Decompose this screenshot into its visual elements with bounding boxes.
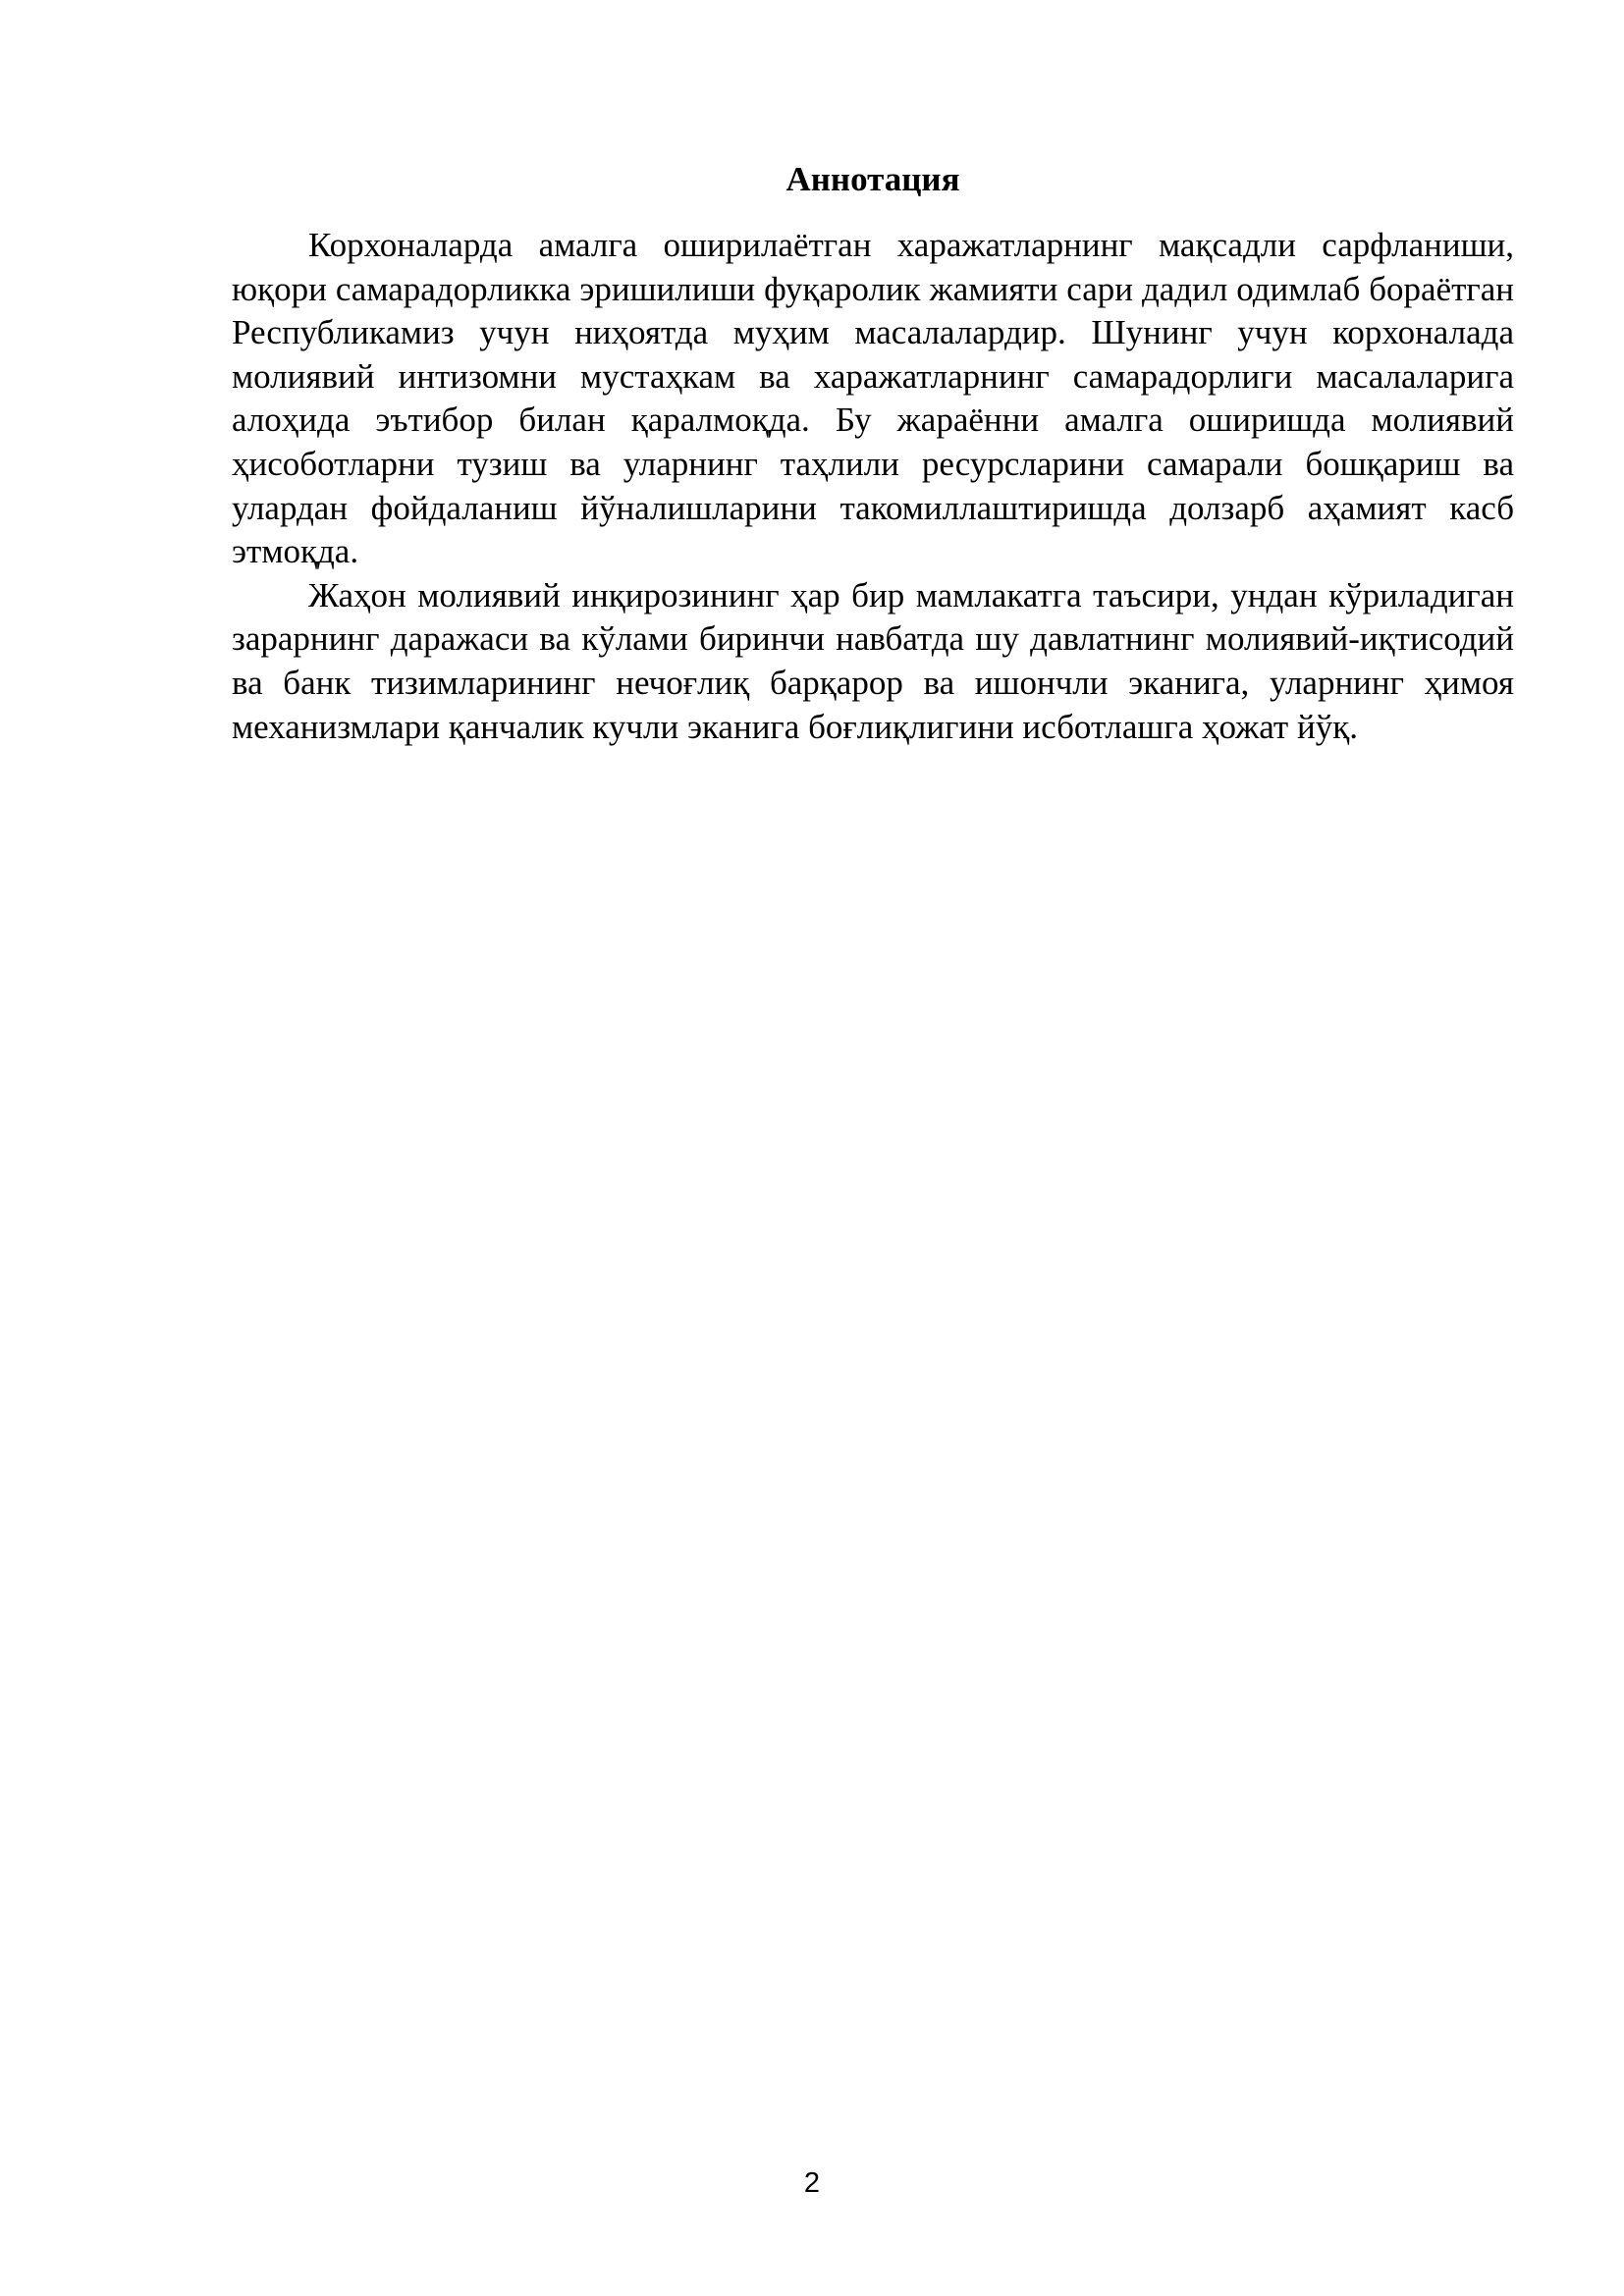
document-title: Аннотация — [785, 160, 960, 198]
page-content — [232, 147, 1514, 749]
paragraph-2: Жаҳон молиявий инқирозининг ҳар бир мамлакатга таъсири, ундан кўриладиган зарарнинг даражаси ва кўлами биринчи навбатда шу давлатнинг молиявий-иқтисодий ва банк тизимларининг нечоғлиқ барқарор ва ишончли эканига, уларнинг ҳимоя механизмлари қанчалик кучли эканига боғлиқлигини исботлашга ҳожат йўқ. — [232, 575, 1514, 746]
paragraph-1: Корхоналарда амалга оширилаётган харажатларнинг мақсадли сарфланиши, юқори самарадорликка эришилиши фуқаролик жамияти сари дадил одимлаб бораётган Республикамиз учун ниҳоятда муҳим масалалардир. Шунинг учун корхоналада молиявий интизомни мустаҳкам ва харажатларнинг самарадорлиги масалаларига алоҳида эътибор билан қаралмоқда. Бу жараённи амалга оширишда молиявий ҳисоботларни тузиш ва уларнинг таҳлили ресурсларини самарали бошқариш ва улардан фойдаланиш йўналишларини такомиллаштиришда долзарб аҳамият касб этмоқда. — [232, 226, 1514, 571]
page-number: 2 — [803, 2167, 821, 2199]
